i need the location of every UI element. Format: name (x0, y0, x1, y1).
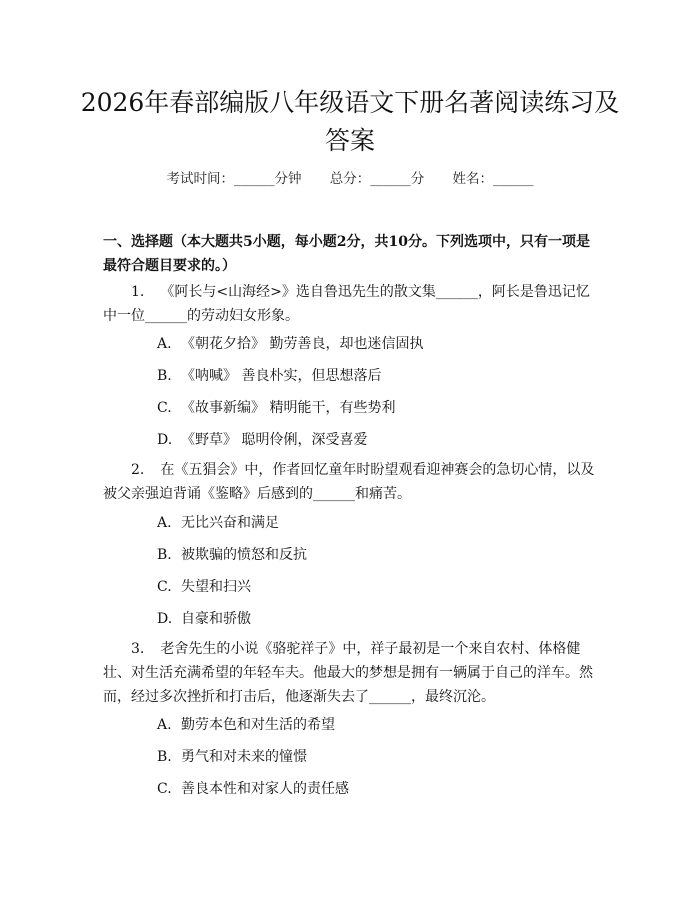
exam-time: 考试时间：______分钟 (166, 171, 302, 187)
option-letter: C. (157, 781, 172, 797)
question-number: 3. (131, 641, 145, 657)
option-letter: D. (157, 432, 173, 448)
document-title: 2026年春部编版八年级语文下册名著阅读练习及答案 (80, 88, 620, 155)
question-text: 《阿长与<山海经>》选自鲁迅先生的散文集______，阿长是鲁迅记忆中一位______的劳动妇女形象。 (103, 284, 590, 324)
option-text: 勤劳本色和对生活的希望 (181, 717, 335, 733)
option-text: 被欺骗的愤怒和反抗 (181, 547, 307, 563)
question-text: 在《五猖会》中，作者回忆童年时盼望观看迎神赛会的急切心情，以及被父亲强迫背诵《鉴略》后感到的______和痛苦。 (103, 462, 595, 502)
option-letter: C. (157, 400, 172, 416)
option-text: 《呐喊》 善良朴实，但思想落后 (181, 368, 382, 384)
option-letter: A. (157, 336, 172, 352)
option-text: 勇气和对未来的憧憬 (181, 749, 307, 765)
question-1 (103, 280, 603, 328)
question-number: 1. (131, 284, 145, 300)
question-number: 2. (131, 462, 145, 478)
q2-option-d (157, 609, 597, 629)
option-letter: D. (157, 611, 173, 627)
q3-option-c (157, 779, 597, 799)
q1-option-c (157, 398, 597, 418)
option-letter: B. (157, 368, 172, 384)
exam-score: 总分：______分 (329, 171, 425, 187)
option-letter: A. (157, 515, 172, 531)
question-3 (103, 637, 603, 709)
option-text: 《野草》 聪明伶俐，深受喜爱 (181, 432, 368, 448)
option-text: 善良本性和对家人的责任感 (181, 781, 349, 797)
q2-option-b (157, 545, 597, 565)
q3-option-a (157, 715, 597, 735)
option-letter: B. (157, 749, 172, 765)
q1-option-a (157, 334, 597, 354)
option-text: 无比兴奋和满足 (181, 515, 279, 531)
q2-option-c (157, 577, 597, 597)
q1-option-b (157, 366, 597, 386)
option-text: 自豪和骄傲 (181, 611, 251, 627)
option-letter: C. (157, 579, 172, 595)
option-letter: A. (157, 717, 172, 733)
question-text: 老舍先生的小说《骆驼祥子》中，祥子最初是一个来自农村、体格健壮、对生活充满希望的年轻车夫。他最大的梦想是拥有一辆属于自己的洋车。然而，经过多次挫折和打击后，他逐渐失去了______，最终沉沦。 (103, 641, 593, 705)
q3-option-b (157, 747, 597, 767)
option-letter: B. (157, 547, 172, 563)
exam-name: 姓名：______ (452, 171, 534, 187)
question-2 (103, 458, 603, 506)
q1-option-d (157, 430, 597, 450)
option-text: 《故事新编》 精明能干，有些势利 (181, 400, 396, 416)
exam-info (0, 167, 700, 187)
section-heading: 一、选择题（本大题共5小题，每小题2分，共10分。下列选项中，只有一项是最符合题目要求的。） (103, 234, 590, 274)
q2-option-a (157, 513, 597, 533)
option-text: 失望和扫兴 (181, 579, 251, 595)
option-text: 《朝花夕拾》 勤劳善良，却也迷信固执 (181, 336, 424, 352)
